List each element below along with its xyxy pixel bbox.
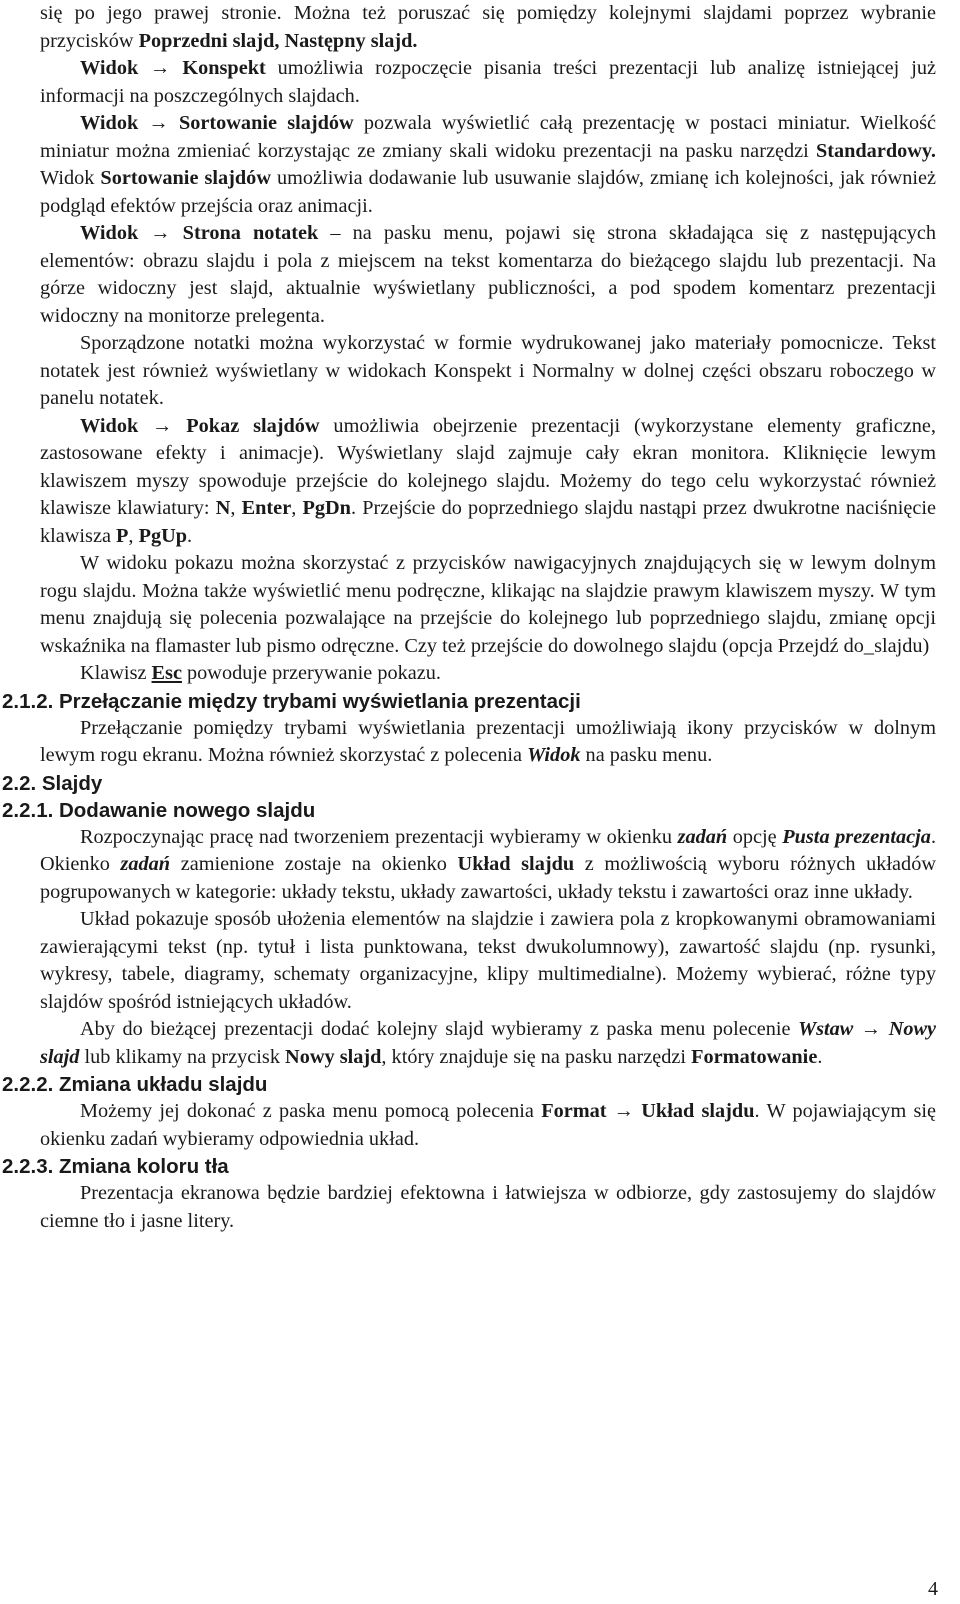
text: powoduje przerywanie pokazu. xyxy=(181,662,442,684)
paragraph: Prezentacja ekranowa będzie bardziej efektowna i łatwiejsza w odbiorze, gdy zastosujemy do slajdów ciemne tło i jasne litery. xyxy=(40,1182,936,1232)
paragraph xyxy=(40,110,936,220)
bold-text: Standardowy. xyxy=(815,139,936,162)
text: Możemy jej dokonać z paska menu pomocą polecenia xyxy=(80,1100,542,1122)
page-number: 4 xyxy=(928,1578,938,1600)
text: Aby do bieżącej prezentacji dodać kolejny slajd wybieramy z paska menu polecenie xyxy=(80,1018,799,1040)
text: opcję xyxy=(727,825,783,848)
text: Klawisz xyxy=(80,662,152,684)
bold-italic-text: zadań xyxy=(677,825,728,848)
bold-text: P xyxy=(116,524,129,547)
bold-text: PgDn xyxy=(302,497,351,519)
text: . Przejście do poprzedniego slajdu nastąpi przez dwukrotne naciśnięcie klawisza xyxy=(40,497,936,547)
paragraph xyxy=(40,413,936,551)
section-heading: 2.1.2. Przełączanie między trybami wyświetlania prezentacji xyxy=(2,689,581,713)
text: lub klikamy na przycisk xyxy=(79,1045,286,1068)
text: pozwala wyświetlić całą prezentację w postaci miniatur. Wielkość miniatur można zmieniać korzystając ze zmiany skali widoku prezentacji na pasku narzędzi xyxy=(40,112,936,162)
text: . Okienko xyxy=(40,825,937,875)
text: . xyxy=(817,1045,823,1068)
paragraph: Układ pokazuje sposób ułożenia elementów na slajdzie i zawiera pola z kropkowanymi obramowaniami zawierającymi tekst (np. tytuł i lista punktowana, tekst dwukolumnowy), zawartość slajdu (np. rysunki, wykresy, tabele, diagramy, schematy organizacyjne, klipy multimedialne). Możemy wybierać, różne typy slajdów spośród istniejących układów. xyxy=(40,908,936,1013)
paragraph xyxy=(40,1098,936,1153)
bold-text: Widok → Konspekt xyxy=(80,57,266,79)
bold-text: Układ slajdu xyxy=(457,853,575,875)
text: . W pojawiającym się okienku zadań wybieramy odpowiednia układ. xyxy=(40,1100,937,1150)
paragraph xyxy=(40,660,936,688)
bold-text: N xyxy=(215,497,231,519)
bold-text: Widok → Sortowanie slajdów xyxy=(80,112,354,134)
section-heading: 2.2. Slajdy xyxy=(2,771,103,795)
text: , xyxy=(291,497,303,519)
text: Przełączanie pomiędzy trybami wyświetlania prezentacji umożliwiają ikony przycisków w dolnym lewym rogu ekranu. Można również skorzystać z polecenia xyxy=(40,716,936,766)
text: Rozpoczynając pracę nad tworzeniem prezentacji wybieramy w okienku xyxy=(80,825,678,848)
bold-text: Widok → Pokaz slajdów xyxy=(80,414,320,437)
text: na pasku menu. xyxy=(580,744,713,766)
paragraph: Sporządzone notatki można wykorzystać w formie wydrukowanej jako materiały pomocnicze. Tekst notatek jest również wyświetlany w widokach Konspekt i Normalny w dolnej części obszaru roboczego w panelu notatek. xyxy=(40,332,936,409)
bold-italic-text: zadań xyxy=(120,853,171,875)
bold-text: Nowy slajd xyxy=(285,1045,382,1068)
text: umożliwia rozpoczęcie pisania treści prezentacji lub analizę istniejącej już informacji na poszczególnych slajdach. xyxy=(40,57,936,107)
bold-text: Enter xyxy=(241,497,292,519)
bold-text: Widok → Strona notatek xyxy=(80,222,319,244)
bold-text: PgUp xyxy=(138,524,188,547)
bold-text: Formatowanie xyxy=(691,1045,818,1068)
bold-underlined-text: Esc xyxy=(151,662,182,684)
section-heading: 2.2.2. Zmiana układu slajdu xyxy=(2,1073,268,1096)
bold-italic-text: Wstaw → Nowy slajd xyxy=(40,1018,937,1068)
text: , xyxy=(230,497,242,519)
paragraph xyxy=(40,220,936,330)
paragraph xyxy=(40,715,936,770)
section-heading: 2.2.1. Dodawanie nowego slajdu xyxy=(2,798,316,822)
paragraph xyxy=(40,55,936,110)
bold-italic-text: Pusta prezentacja xyxy=(782,825,931,848)
bold-text: Format → Układ slajdu xyxy=(541,1100,755,1122)
document-page xyxy=(2,0,937,1235)
paragraph xyxy=(40,1016,936,1071)
bold-italic-text: Widok xyxy=(527,744,581,766)
text: , xyxy=(128,524,139,547)
bold-text: Sortowanie slajdów xyxy=(100,167,271,189)
text: z możliwością wyboru różnych układów pogrupowanych w kategorie: układy tekstu, układy zawartości, układy tekstu i zawartości oraz inne układy. xyxy=(40,853,936,903)
text: Widok xyxy=(40,167,101,189)
text: się po jego prawej stronie. Można też poruszać się pomiędzy kolejnymi slajdami poprzez wybranie przycisków xyxy=(40,2,936,52)
section-heading: 2.2.3. Zmiana koloru tła xyxy=(2,1155,229,1178)
text: umożliwia dodawanie lub usuwanie slajdów, zmianę ich kolejności, jak również podgląd efektów przejścia oraz animacji. xyxy=(40,167,936,217)
paragraph xyxy=(40,0,936,55)
bold-text: Poprzedni slajd, Następny slajd. xyxy=(138,29,418,52)
paragraph xyxy=(40,824,936,907)
paragraph: W widoku pokazu można skorzystać z przycisków nawigacyjnych znajdujących się w lewym dolnym rogu slajdu. Można także wyświetlić menu podręczne, klikając na slajdzie prawym klawiszem myszy. W tym menu znajdują się polecenia pozwalające na przejście do kolejnego lub poprzedniego slajdu, zmianę opcji wskaźnika na flamaster lub pismo odręczne. Czy też przejście do dowolnego slajdu (opcja Przejdź do_slajdu) xyxy=(40,552,936,657)
text: . xyxy=(187,524,193,547)
text: , który znajduje się na pasku narzędzi xyxy=(381,1045,692,1068)
text: umożliwia obejrzenie prezentacji (wykorzystane elementy graficzne, zastosowane efekty i animacje). Wyświetlany slajd zajmuje cały ekran monitora. Kliknięcie lewym klawiszem myszy spowoduje przejście do kolejnego slajdu. Możemy do tego celu wykorzystać również klawisze klawiatury: xyxy=(40,414,936,519)
text: – na pasku menu, pojawi się strona składająca się z następujących elementów: obrazu slajdu i pola z miejscem na tekst komentarza do bieżącego slajdu lub prezentacji. Na górze widoczny jest slajd, aktualnie wyświetlany publiczności, a pod spodem komentarz prezentacji widoczny na monitorze prelegenta. xyxy=(40,222,936,327)
text: zamienione zostaje na okienko xyxy=(170,853,458,875)
